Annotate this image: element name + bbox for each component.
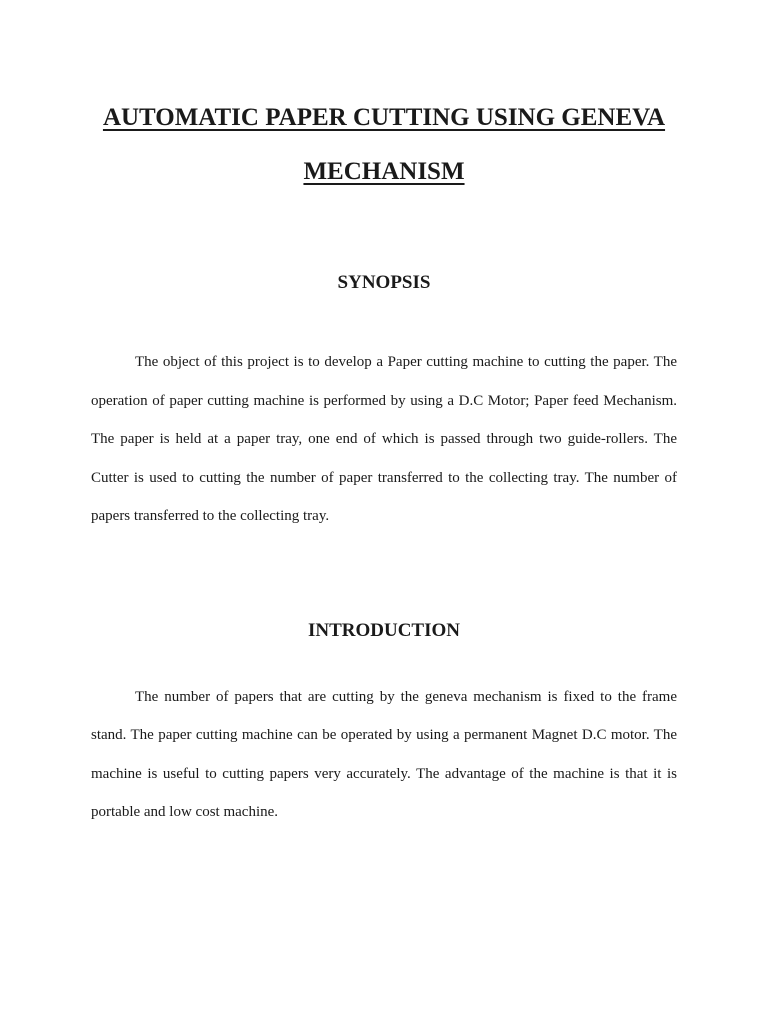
section-heading-synopsis: SYNOPSIS xyxy=(337,272,431,293)
document-title: AUTOMATIC PAPER CUTTING USING GENEVA MECHANISM xyxy=(102,104,666,185)
section-body-introduction: The number of papers that are cutting by the geneva mechanism is fixed to the frame stand. The paper cutting machine can be operated by using a permanent Magnet D.C motor. The machine is useful to cutting papers very accurately. The advantage of the machine is that it is portable and low cost machine. xyxy=(91,688,677,820)
section-heading-introduction: INTRODUCTION xyxy=(307,619,461,641)
section-body-synopsis: The object of this project is to develop a Paper cutting machine to cutting the paper. The operation of paper cutting machine is performed by using a D.C Motor; Paper feed Mechanism. The paper is held at a paper tray, one end of which is passed through two guide-rollers. The Cutter is used to cutting the number of paper transferred to the collecting tray. The number of papers transferred to the collecting tray. xyxy=(91,354,677,524)
